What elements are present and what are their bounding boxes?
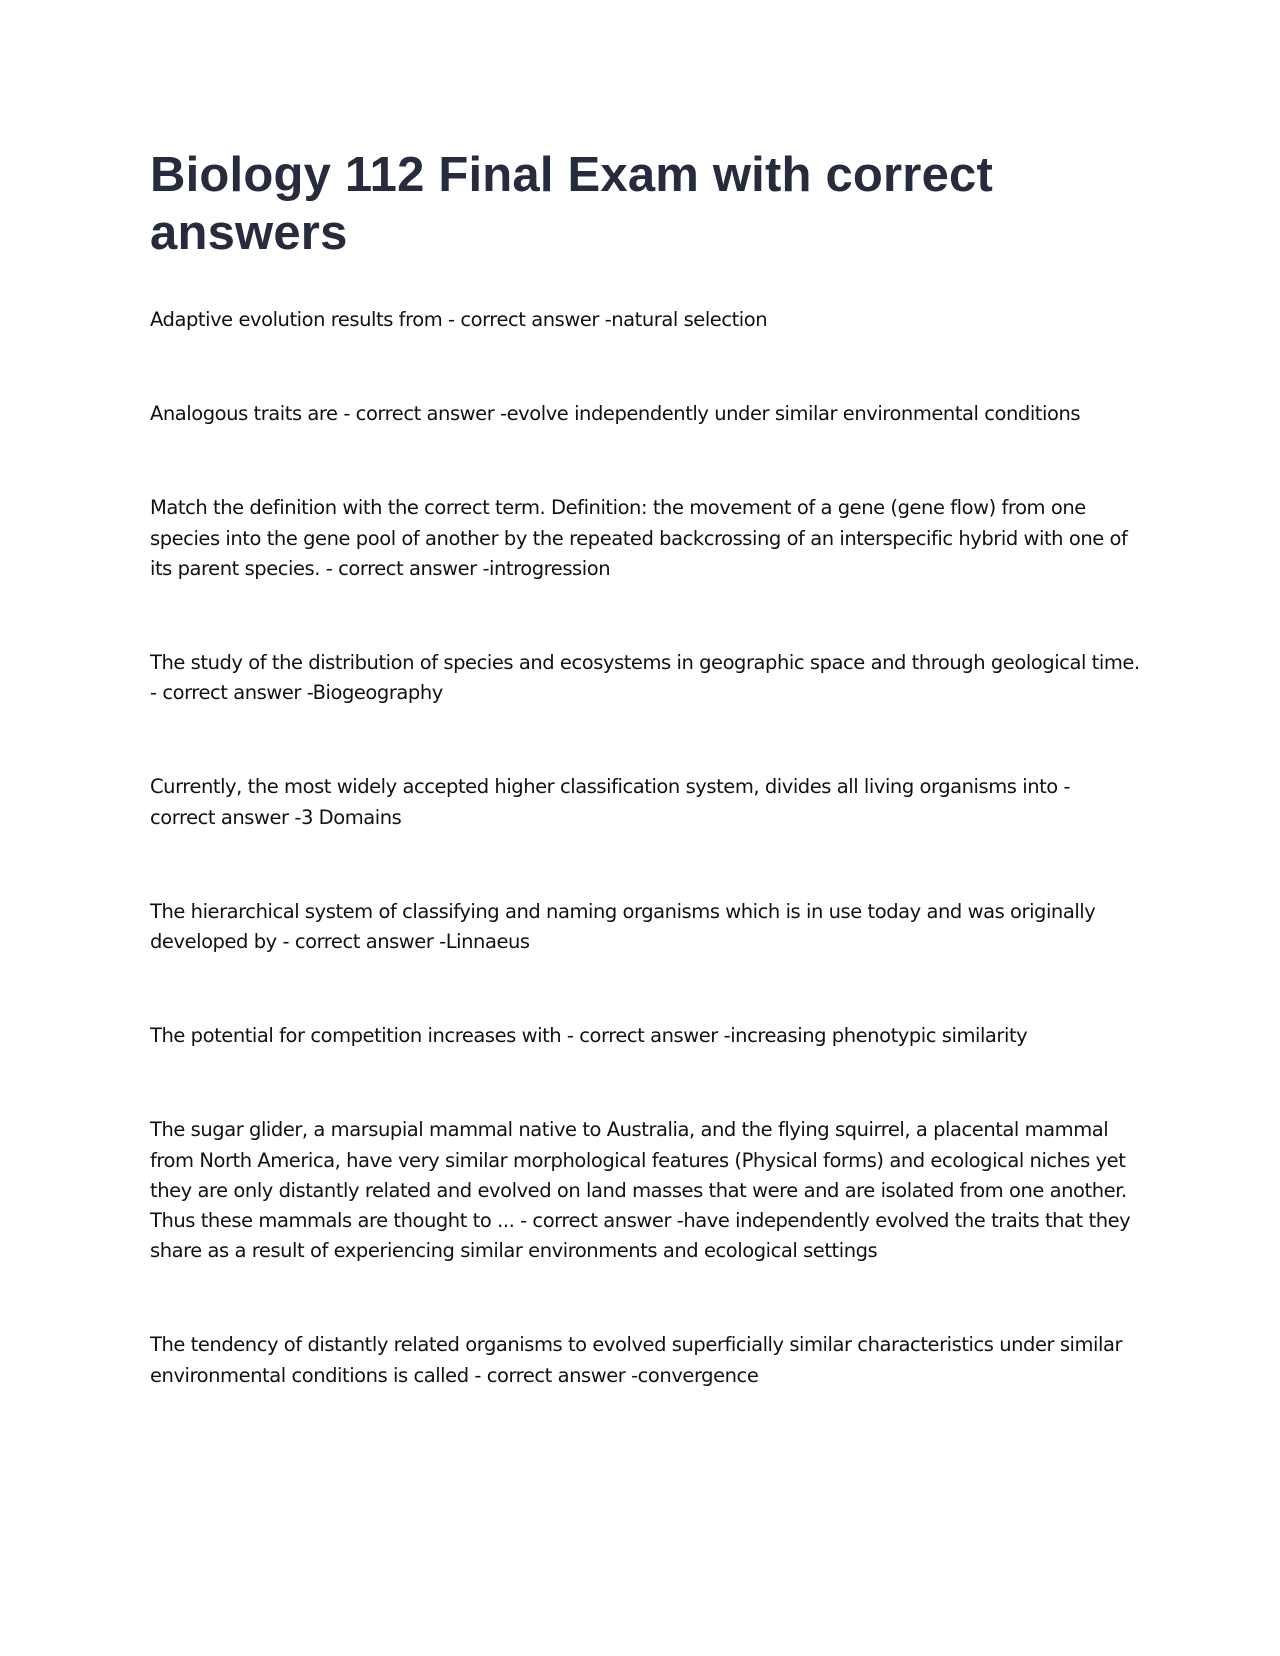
qa-item: Match the definition with the correct term. Definition: the movement of a gene (gene flow) from one species into the gene pool of another by the repeated backcrossing of an interspecific hybrid with one of its parent species. - correct answer -introgression <box>150 496 1128 580</box>
qa-item: The potential for competition increases with - correct answer -increasing phenotypic similarity <box>150 1024 1028 1048</box>
qa-item: The hierarchical system of classifying and naming organisms which is in use today and was originally developed by - correct answer -Linnaeus <box>150 899 1096 954</box>
page-title: Biology 112 Final Exam with correct answers <box>150 148 993 260</box>
qa-item: The study of the distribution of species and ecosystems in geographic space and through geological time. - correct answer -Biogeography <box>150 651 1140 705</box>
document-page <box>150 146 1140 1455</box>
qa-item: Analogous traits are - correct answer -evolve independently under similar environmental conditions <box>150 402 1081 426</box>
qa-item: The sugar glider, a marsupial mammal native to Australia, and the flying squirrel, a placental mammal from North America, have very similar morphological features (Physical forms) and ecological niches yet they are only distantly related and evolved on land masses that were and are isolated from one another. Thus these mammals are thought to ... - correct answer -have independently evolved the traits that they share as a result of experiencing similar environments and ecological settings <box>150 1118 1131 1263</box>
qa-item: The tendency of distantly related organisms to evolved superficially similar characteristics under similar environmental conditions is called - correct answer -convergence <box>150 1333 1123 1387</box>
qa-item: Adaptive evolution results from - correct answer -natural selection <box>150 308 768 331</box>
qa-item: Currently, the most widely accepted higher classification system, divides all living organisms into - correct answer -3 Domains <box>150 775 1071 829</box>
qa-list <box>150 305 1140 1391</box>
